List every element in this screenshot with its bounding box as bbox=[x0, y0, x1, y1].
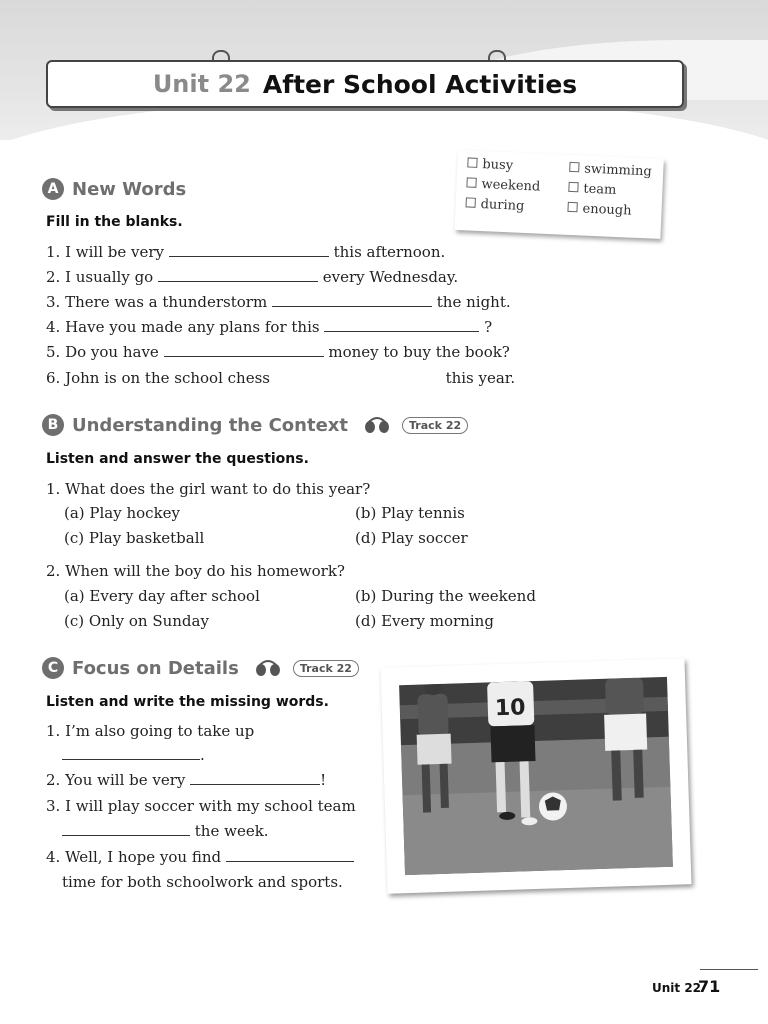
word-bank-word: enough bbox=[582, 201, 632, 219]
section-b-title: Understanding the Context bbox=[72, 414, 349, 436]
section-b-heading bbox=[42, 414, 468, 436]
section-a-heading bbox=[42, 178, 186, 200]
dictation-item bbox=[46, 722, 254, 740]
section-c-instruction: Listen and write the missing words. bbox=[46, 694, 329, 710]
answer-option[interactable]: (b) During the weekend bbox=[355, 587, 536, 605]
section-a-badge: A bbox=[42, 178, 64, 200]
footer-unit-label: Unit 22 bbox=[652, 981, 702, 995]
answer-blank[interactable] bbox=[272, 294, 432, 307]
answer-option[interactable]: (c) Play basketball bbox=[64, 529, 205, 547]
checkbox-icon bbox=[567, 202, 577, 212]
item-text: . bbox=[200, 746, 205, 764]
dictation-item-continued bbox=[62, 746, 205, 764]
word-bank-item bbox=[467, 156, 513, 173]
answer-blank[interactable] bbox=[324, 319, 479, 332]
section-b-instruction: Listen and answer the questions. bbox=[46, 451, 309, 467]
word-bank-word: busy bbox=[482, 157, 514, 174]
section-c-title: Focus on Details bbox=[72, 657, 239, 679]
item-text: 5. Do you have bbox=[46, 343, 159, 361]
item-text: the night. bbox=[436, 293, 511, 311]
dictation-item-continued: time for both schoolwork and sports. bbox=[62, 873, 343, 891]
item-text: 1. I will be very bbox=[46, 243, 165, 261]
checkbox-icon bbox=[568, 182, 578, 192]
section-a-title: New Words bbox=[72, 178, 187, 200]
answer-option[interactable]: (d) Play soccer bbox=[355, 529, 468, 547]
fill-blank-item bbox=[46, 343, 510, 361]
item-text: 4. Well, I hope you find bbox=[46, 848, 222, 866]
footer-rule bbox=[700, 969, 758, 970]
item-text: 3. I will play soccer with my school team bbox=[46, 797, 356, 815]
answer-option[interactable]: (c) Only on Sunday bbox=[64, 612, 209, 630]
answer-option[interactable]: (d) Every morning bbox=[355, 612, 494, 630]
word-bank-item bbox=[465, 196, 524, 214]
page-number: 71 bbox=[698, 977, 721, 996]
checkbox-icon bbox=[467, 157, 477, 167]
checkbox-icon bbox=[466, 177, 476, 187]
item-text: this afternoon. bbox=[333, 243, 446, 261]
jersey-number: 10 bbox=[494, 695, 526, 722]
unit-title-banner bbox=[46, 60, 684, 108]
item-text: ! bbox=[320, 771, 327, 789]
item-text: 4. Have you made any plans for this bbox=[46, 318, 320, 336]
item-text: every Wednesday. bbox=[322, 268, 459, 286]
answer-option[interactable]: (b) Play tennis bbox=[355, 504, 465, 522]
word-bank-word: during bbox=[480, 197, 525, 214]
item-text: 2. You will be very bbox=[46, 771, 186, 789]
item-text: this year. bbox=[445, 369, 516, 387]
fill-blank-item bbox=[46, 293, 511, 311]
soccer-photo-frame bbox=[381, 658, 692, 893]
question-text: 1. What does the girl want to do this year? bbox=[46, 480, 371, 498]
item-text: 3. There was a thunderstorm bbox=[46, 293, 268, 311]
word-bank bbox=[455, 150, 664, 239]
item-text: the week. bbox=[194, 822, 269, 840]
word-bank-item bbox=[567, 201, 632, 219]
word-bank-word: team bbox=[583, 181, 617, 198]
item-text: 6. John is on the school chess bbox=[46, 369, 270, 387]
word-bank-item bbox=[568, 181, 617, 198]
section-a-instruction: Fill in the blanks. bbox=[46, 214, 183, 230]
soccer-photo bbox=[399, 677, 673, 875]
item-text: money to buy the book? bbox=[328, 343, 510, 361]
answer-blank[interactable] bbox=[62, 823, 190, 836]
fill-blank-item bbox=[46, 318, 492, 336]
unit-label: Unit 22 bbox=[152, 70, 251, 98]
dictation-item bbox=[46, 848, 354, 866]
dictation-item-continued bbox=[62, 822, 269, 840]
answer-blank[interactable] bbox=[62, 747, 200, 760]
word-bank-item bbox=[466, 176, 540, 194]
track-badge: Track 22 bbox=[402, 417, 468, 434]
answer-blank[interactable] bbox=[169, 244, 329, 257]
dictation-item bbox=[46, 771, 326, 789]
answer-option[interactable]: (a) Every day after school bbox=[64, 587, 260, 605]
answer-blank[interactable] bbox=[164, 344, 324, 357]
checkbox-icon bbox=[569, 162, 579, 172]
headphones-icon bbox=[364, 416, 390, 434]
item-text: ? bbox=[484, 318, 493, 336]
word-bank-word: weekend bbox=[481, 177, 541, 195]
answer-blank[interactable] bbox=[158, 269, 318, 282]
word-bank-word: swimming bbox=[583, 161, 653, 180]
question-text: 2. When will the boy do his homework? bbox=[46, 562, 345, 580]
page-title: After School Activities bbox=[262, 69, 578, 99]
answer-option[interactable]: (a) Play hockey bbox=[64, 504, 181, 522]
section-b-badge: B bbox=[42, 414, 64, 436]
word-bank-item bbox=[569, 161, 652, 180]
section-c-badge: C bbox=[42, 657, 64, 679]
headphones-icon bbox=[255, 659, 281, 677]
item-text: 2. I usually go bbox=[46, 268, 154, 286]
dictation-item bbox=[46, 797, 356, 815]
track-badge: Track 22 bbox=[293, 660, 359, 677]
fill-blank-item bbox=[46, 243, 445, 261]
item-text: 1. I’m also going to take up bbox=[46, 722, 255, 740]
fill-blank-item bbox=[46, 268, 458, 286]
fill-blank-item bbox=[46, 369, 515, 387]
answer-blank[interactable] bbox=[190, 772, 320, 785]
answer-blank[interactable] bbox=[226, 849, 354, 862]
checkbox-icon bbox=[466, 197, 476, 207]
section-c-heading bbox=[42, 657, 359, 679]
